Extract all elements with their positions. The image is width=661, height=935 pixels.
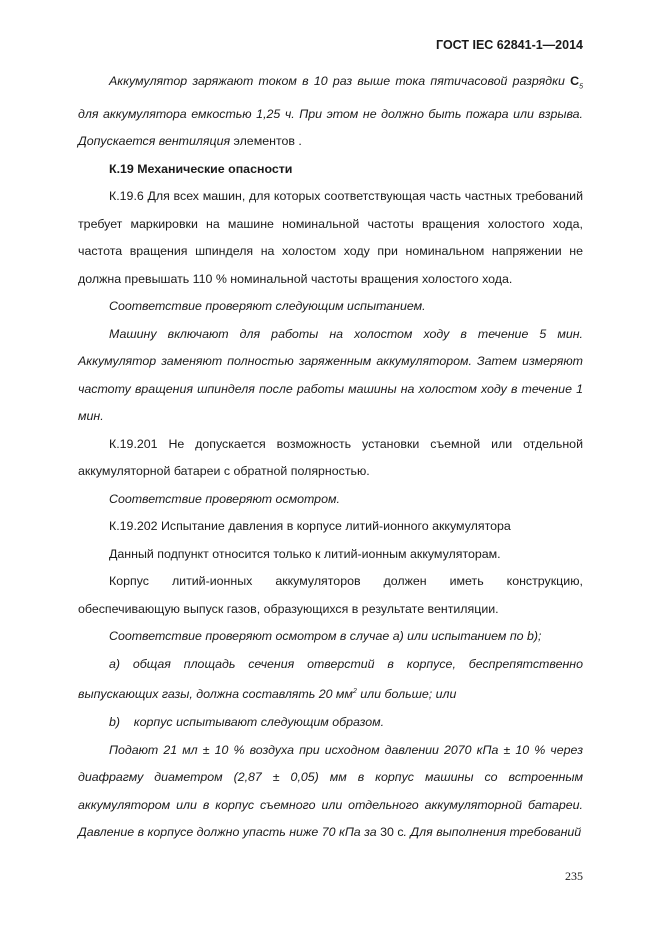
word: должен: [383, 574, 427, 589]
section-heading: К.19 Механические опасности: [109, 161, 293, 176]
document-header: ГОСТ IEC 62841-1—2014: [436, 38, 583, 52]
page-content: [78, 68, 583, 847]
paragraph-charge: [78, 68, 583, 156]
paragraph-li-ion-scope: Данный подпункт относится только к литий-ионным аккумуляторам.: [109, 546, 501, 561]
text: Подают 21 мл ± 10 % воздуха при исходном давлении 2070 кПа ± 10 % через диафрагму диаметром (2,87 ± 0,05) мм в корпус машины со встроенным аккумулятором или в корпус съемного или отдельного аккумуляторной батареи. Давление в корпусе должно упасть ниже 70 кПа за: [78, 742, 583, 840]
text: для аккумулятора емкостью 1,25 ч. При этом не должно быть пожара или взрыва.: [78, 106, 583, 121]
time-value: 30 с: [380, 825, 404, 840]
paragraph-idle-run: Машину включают для работы на холостом ходу в течение 5 мин. Аккумулятор заменяют полностью заряженным аккумулятором. Затем измеряют частоту вращения шпинделя после работы машины на холостом ходу в течение 1 мин.: [78, 326, 583, 424]
paragraph-housing-line2: обеспечивающую выпуск газов, образующихся в результате вентиляции.: [78, 601, 499, 616]
paragraph-item-b: b) корпус испытывают следующим образом.: [109, 715, 385, 730]
word: литий-ионных: [171, 574, 253, 589]
superscript: 2: [352, 688, 357, 696]
text: элементов .: [230, 134, 302, 149]
paragraph-compliance-inspection: Соответствие проверяют осмотром.: [109, 491, 340, 506]
paragraph-k19-201: К.19.201 Не допускается возможность установки съемной или отдельной аккумуляторной батареи с обратной полярностью.: [78, 436, 583, 479]
text: Допускается вентиляция: [78, 134, 231, 149]
word: конструкцию,: [506, 574, 583, 589]
paragraph-compliance-case: Соответствие проверяют осмотром в случае a) или испытанием по b);: [109, 629, 542, 644]
text: Аккумулятор заряжают током в 10 раз выше тока пятичасовой разрядки: [109, 74, 565, 88]
text: или больше; или: [356, 687, 457, 702]
text: a) общая площадь сечения отверстий в корпусе, беспрепятственно выпускающих газы, должна составлять 20 мм: [78, 656, 583, 702]
page-number: 235: [565, 869, 583, 883]
paragraph-item-a: [78, 651, 583, 709]
paragraph-housing-line1: [78, 568, 583, 596]
word: иметь: [449, 574, 484, 589]
capacity-symbol: C: [570, 74, 580, 88]
paragraph-k19-202: К.19.202 Испытание давления в корпусе литий-ионного аккумулятора: [109, 519, 511, 534]
word: аккумуляторов: [275, 574, 361, 589]
paragraph-k19-6: К.19.6 Для всех машин, для которых соответствующая часть частных требований требует маркировки на машине номинальной частоты вращения холостого хода, частота вращения шпинделя на холостом ходу при номинальном напряжении не должна превышать 110 % номинальной частоты вращения холостого хода.: [78, 189, 583, 286]
paragraph-compliance-test: Соответствие проверяют следующим испытанием.: [109, 299, 426, 314]
text: . Для выполнения требований: [403, 825, 582, 840]
paragraph-air-test: [78, 737, 583, 847]
word: Корпус: [109, 574, 149, 589]
capacity-subscript: 5: [579, 83, 583, 91]
